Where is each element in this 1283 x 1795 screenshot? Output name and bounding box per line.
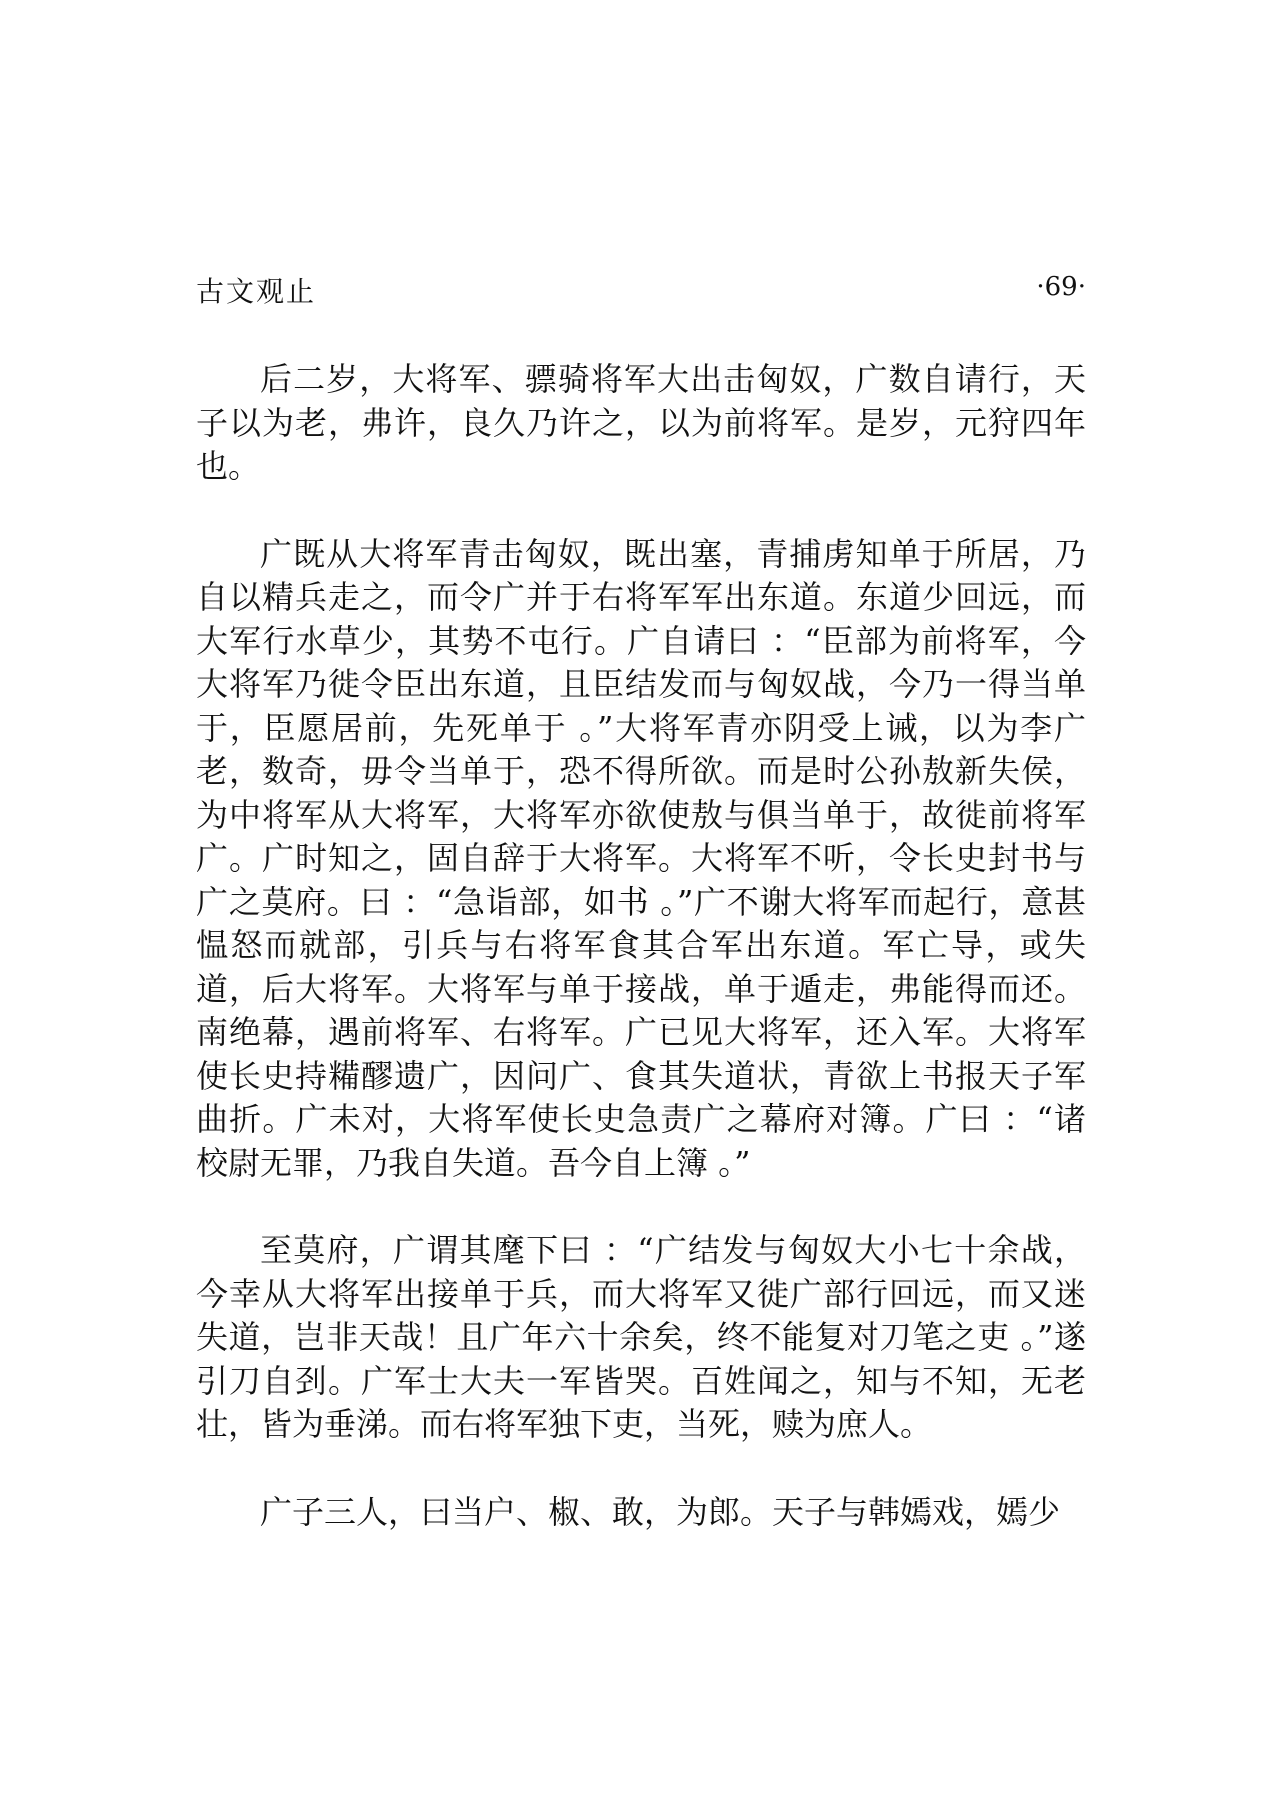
running-head-title: 古文观止	[196, 275, 317, 308]
paragraph-4: 广子三人，曰当户、椒、敢，为郎。天子与韩嫣戏，嫣少	[260, 1492, 1061, 1531]
book-page	[196, 270, 1086, 1578]
paragraph-2: 广既从大将军青击匈奴，既出塞，青捕虏知单于所居，乃自以精兵走之，而令广并于右将军军出东道。东道少回远，而大军行水草少，其势不屯行。广自请曰 ：“臣部为前将军，今大将军乃徙令臣出东道，且臣结发而与匈奴战，今乃一得当单于，臣愿居前，先死单于 。”大将军青亦阴受上诫，以为李广老，数奇，毋令当单于，恐不得所欲。而是时公孙敖新失侯，为中将军从大将军，大将军亦欲使敖与俱当单于，故徙前将军广。广时知之，固自辞于大将军。大将军不听，令长史封书与广之莫府。曰 ：“急诣部，如书 。”广不谢大将军而起行，意甚愠怒而就部，引兵与右将军食其合军出东道。军亡导，或失道，后大将军。大将军与单于接战，单于遁走，弗能得而还。南绝幕，遇前将军、右将军。广已见大将军，还入军。大将军使长史持糒醪遗广，因问广、食其失道状，青欲上书报天子军曲折。广未对，大将军使长史急责广之幕府对簿。广曰 ：“诸校尉无罪，乃我自失道。吾今自上簿 。”	[196, 534, 1086, 1182]
page-number: ·69·	[1036, 272, 1086, 302]
paragraph-3: 至莫府，广谓其麾下曰 ：“广结发与匈奴大小七十余战，今幸从大将军出接单于兵，而大将军又徙广部行回远，而又迷失道，岂非天哉！且广年六十余矣，终不能复对刀笔之吏 。”遂引刀自刭。广军士大夫一军皆哭。百姓闻之，知与不知，无老壮，皆为垂涕。而右将军独下吏，当死，赎为庶人。	[196, 1231, 1086, 1443]
page-body	[196, 358, 1086, 1534]
paragraph-1: 后二岁，大将军、骠骑将军大出击匈奴，广数自请行，天子以为老，弗许，良久乃许之，以为前将军。是岁，元狩四年也。	[196, 360, 1086, 485]
page-header	[196, 270, 1086, 314]
